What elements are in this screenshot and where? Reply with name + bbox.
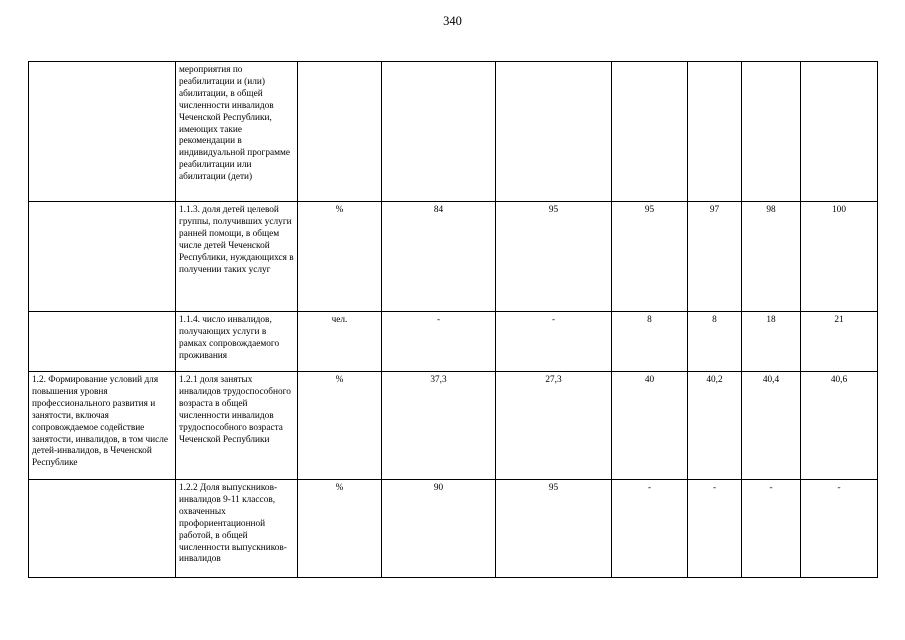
value-cell: 98 (742, 202, 801, 312)
indicator-cell: мероприятия по реабилитации и (или) абилитации, в общей численности инвалидов Чеченской Республики, имеющих такие рекомендации в индивидуальной программе реабилитации или абилитации (дети) (176, 62, 298, 202)
value-cell (688, 62, 742, 202)
unit-cell: % (298, 480, 382, 578)
indicator-cell: 1.1.3. доля детей целевой группы, получивших услуги ранней помощи, в общем числе детей Чеченской Республики, нуждающихся в получении таких услуг (176, 202, 298, 312)
unit-cell: % (298, 202, 382, 312)
value-cell: 97 (688, 202, 742, 312)
table-row (29, 62, 878, 202)
value-cell: 95 (496, 480, 612, 578)
goal-cell (29, 312, 176, 372)
unit-cell: % (298, 372, 382, 480)
value-cell: 40,4 (742, 372, 801, 480)
table-row (29, 480, 878, 578)
page-number: 340 (443, 14, 462, 28)
value-cell: - (612, 480, 688, 578)
value-cell (742, 62, 801, 202)
value-cell: - (688, 480, 742, 578)
value-cell: 40,6 (801, 372, 878, 480)
value-cell: 90 (382, 480, 496, 578)
value-cell: - (742, 480, 801, 578)
value-cell: 27,3 (496, 372, 612, 480)
value-cell: 21 (801, 312, 878, 372)
value-cell: - (382, 312, 496, 372)
table-row (29, 312, 878, 372)
indicator-cell: 1.2.1 доля занятых инвалидов трудоспособного возраста в общей численности инвалидов трудоспособного возраста Чеченской Республики (176, 372, 298, 480)
value-cell: 40 (612, 372, 688, 480)
indicator-cell: 1.2.2 Доля выпускников-инвалидов 9-11 классов, охваченных профориентационной работой, в общей численности выпускников-инвалидов (176, 480, 298, 578)
indicator-cell: 1.1.4. число инвалидов, получающих услуги в рамках сопровождаемого проживания (176, 312, 298, 372)
value-cell (801, 62, 878, 202)
value-cell: - (801, 480, 878, 578)
goal-cell (29, 480, 176, 578)
value-cell: 95 (496, 202, 612, 312)
value-cell: 18 (742, 312, 801, 372)
value-cell: 8 (688, 312, 742, 372)
goal-cell (29, 202, 176, 312)
table-row (29, 202, 878, 312)
value-cell (496, 62, 612, 202)
value-cell: 8 (612, 312, 688, 372)
value-cell: 37,3 (382, 372, 496, 480)
goal-cell (29, 62, 176, 202)
value-cell: 100 (801, 202, 878, 312)
indicator-table (28, 61, 878, 578)
value-cell: 95 (612, 202, 688, 312)
table-row (29, 372, 878, 480)
unit-cell: чел. (298, 312, 382, 372)
value-cell (382, 62, 496, 202)
unit-cell (298, 62, 382, 202)
value-cell: 40,2 (688, 372, 742, 480)
value-cell: - (496, 312, 612, 372)
value-cell: 84 (382, 202, 496, 312)
goal-cell: 1.2. Формирование условий для повышения уровня профессионального развития и занятости, включая сопровождаемое содействие занятости, инвалидов, в том числе детей-инвалидов, в Чеченской Республике (29, 372, 176, 480)
value-cell (612, 62, 688, 202)
